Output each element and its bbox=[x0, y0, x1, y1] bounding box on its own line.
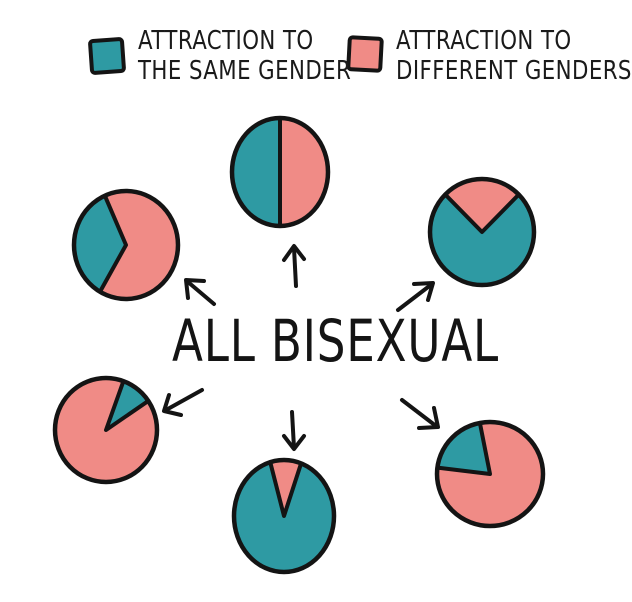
arrow-lower-left-icon bbox=[164, 390, 202, 415]
legend-label-same-gender bbox=[138, 26, 351, 86]
pie-chart-half-half bbox=[232, 118, 328, 226]
legend-same-line2: THE SAME GENDER bbox=[138, 56, 352, 86]
pie-chart-mostly-different-genders bbox=[437, 422, 543, 526]
legend-swatch-same-gender bbox=[90, 39, 124, 73]
arrow-down-icon bbox=[284, 412, 304, 449]
pie-chart-nearly-all-different-genders bbox=[55, 378, 157, 482]
legend-different-line1: ATTRACTION TO bbox=[396, 26, 572, 56]
pie-chart-nearly-all-same-gender bbox=[234, 460, 334, 572]
pie-slice-same-gender bbox=[232, 118, 280, 226]
arrow-upper-left-icon bbox=[186, 280, 214, 304]
arrow-up-icon bbox=[284, 246, 304, 286]
legend-label-different-genders bbox=[396, 26, 632, 86]
pie-chart-mostly-same-gender bbox=[430, 179, 534, 285]
pie-slice-different-genders bbox=[280, 118, 328, 226]
pie-chart-some-same-gender bbox=[74, 191, 178, 299]
legend-same-line1: ATTRACTION TO bbox=[138, 26, 314, 56]
legend-swatch-different-genders bbox=[348, 37, 382, 71]
arrow-lower-right-icon bbox=[402, 400, 438, 428]
legend-different-line2: DIFFERENT GENDERS bbox=[396, 56, 632, 86]
center-label: ALL BISEXUAL bbox=[172, 307, 500, 375]
